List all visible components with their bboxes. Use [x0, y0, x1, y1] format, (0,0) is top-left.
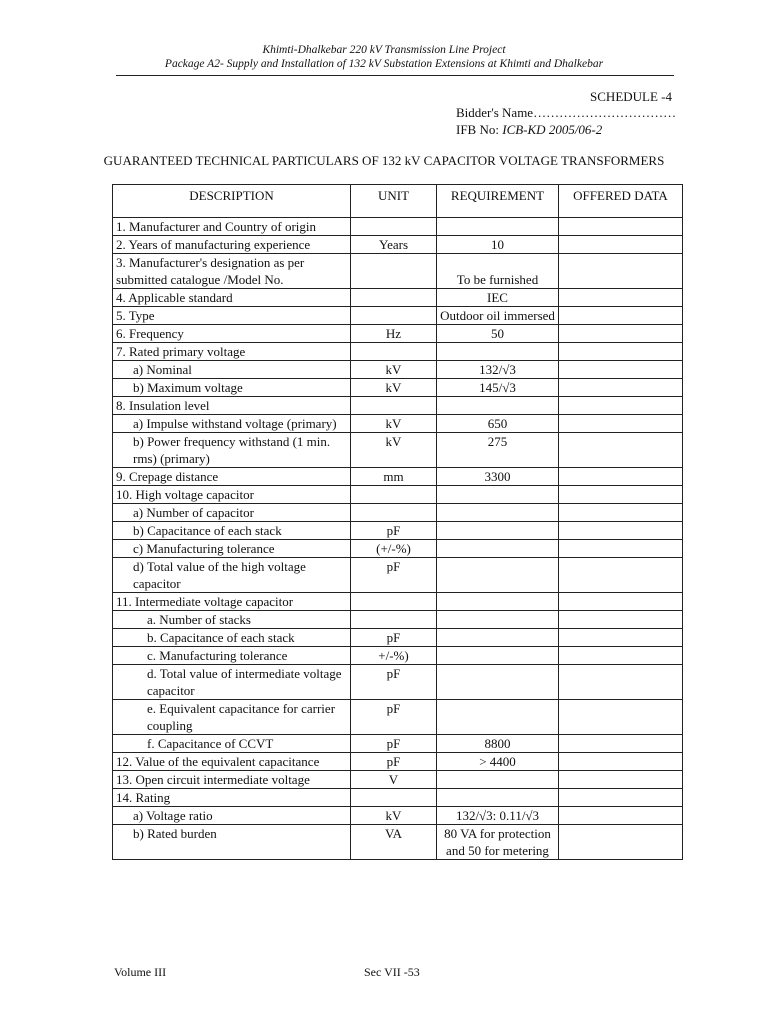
row-offered-data[interactable]: [559, 218, 683, 236]
row-requirement: [437, 647, 559, 665]
row-description: b) Capacitance of each stack: [113, 522, 351, 540]
table-row: [113, 611, 683, 629]
row-description: e. Equivalent capacitance for carrier coupling: [113, 700, 351, 735]
technical-particulars-table: [112, 184, 683, 860]
row-offered-data[interactable]: [559, 700, 683, 735]
table-row: [113, 665, 683, 700]
row-unit: Hz: [351, 325, 437, 343]
row-offered-data[interactable]: [559, 343, 683, 361]
row-unit: kV: [351, 415, 437, 433]
table-row: [113, 254, 683, 289]
row-requirement: 132/√3: [437, 361, 559, 379]
row-unit: mm: [351, 468, 437, 486]
ifb-number: [456, 122, 602, 138]
table-row: [113, 325, 683, 343]
table-row: [113, 361, 683, 379]
row-offered-data[interactable]: [559, 647, 683, 665]
row-unit: [351, 254, 437, 289]
table-row: [113, 825, 683, 860]
row-offered-data[interactable]: [559, 558, 683, 593]
row-requirement: [437, 558, 559, 593]
row-offered-data[interactable]: [559, 771, 683, 789]
table-row: [113, 558, 683, 593]
row-unit: VA: [351, 825, 437, 860]
row-offered-data[interactable]: [559, 665, 683, 700]
document-title: GUARANTEED TECHNICAL PARTICULARS OF 132 kV CAPACITOR VOLTAGE TRANSFORMERS: [103, 153, 665, 168]
row-offered-data[interactable]: [559, 379, 683, 397]
row-requirement: IEC: [437, 289, 559, 307]
row-unit: pF: [351, 522, 437, 540]
row-requirement: [437, 486, 559, 504]
row-description: d. Total value of intermediate voltage capacitor: [113, 665, 351, 700]
table-row: [113, 807, 683, 825]
row-requirement: 132/√3: 0.11/√3: [437, 807, 559, 825]
row-requirement: 8800: [437, 735, 559, 753]
table-row: [113, 468, 683, 486]
row-description: 8. Insulation level: [113, 397, 351, 415]
table-row: [113, 415, 683, 433]
row-offered-data[interactable]: [559, 307, 683, 325]
row-description: b. Capacitance of each stack: [113, 629, 351, 647]
table-row: [113, 522, 683, 540]
row-description: 12. Value of the equivalent capacitance: [113, 753, 351, 771]
row-requirement: 3300: [437, 468, 559, 486]
row-offered-data[interactable]: [559, 254, 683, 289]
row-requirement: 650: [437, 415, 559, 433]
row-unit: (+/-%): [351, 540, 437, 558]
row-unit: [351, 789, 437, 807]
row-unit: [351, 218, 437, 236]
table-row: [113, 218, 683, 236]
col-header-offered-data: OFFERED DATA: [559, 185, 683, 218]
row-offered-data[interactable]: [559, 753, 683, 771]
row-unit: [351, 289, 437, 307]
row-offered-data[interactable]: [559, 629, 683, 647]
row-offered-data[interactable]: [559, 468, 683, 486]
schedule-label: SCHEDULE -4: [590, 89, 672, 104]
table-row: [113, 735, 683, 753]
row-description: a) Nominal: [113, 361, 351, 379]
row-unit: pF: [351, 700, 437, 735]
row-requirement: [437, 504, 559, 522]
table-row: [113, 486, 683, 504]
table-row: [113, 700, 683, 735]
row-unit: [351, 343, 437, 361]
row-description: c) Manufacturing tolerance: [113, 540, 351, 558]
row-description: 13. Open circuit intermediate voltage: [113, 771, 351, 789]
table-row: [113, 343, 683, 361]
row-description: 2. Years of manufacturing experience: [113, 236, 351, 254]
row-requirement: To be furnished: [437, 254, 559, 289]
row-offered-data[interactable]: [559, 825, 683, 860]
row-offered-data[interactable]: [559, 522, 683, 540]
row-unit: kV: [351, 807, 437, 825]
row-unit: kV: [351, 433, 437, 468]
row-description: b) Maximum voltage: [113, 379, 351, 397]
row-description: 7. Rated primary voltage: [113, 343, 351, 361]
row-description: 4. Applicable standard: [113, 289, 351, 307]
table-row: [113, 379, 683, 397]
table-row: [113, 629, 683, 647]
header-rule: [116, 75, 674, 76]
table-row: [113, 753, 683, 771]
row-unit: V: [351, 771, 437, 789]
row-unit: [351, 397, 437, 415]
ifb-value: ICB-KD 2005/06-2: [502, 122, 603, 137]
row-description: 5. Type: [113, 307, 351, 325]
row-requirement: [437, 397, 559, 415]
row-requirement: [437, 343, 559, 361]
row-description: 11. Intermediate voltage capacitor: [113, 593, 351, 611]
row-requirement: [437, 789, 559, 807]
project-header: Khimti-Dhalkebar 220 kV Transmission Line Project: [262, 44, 506, 56]
row-requirement: [437, 700, 559, 735]
table-row: [113, 647, 683, 665]
row-offered-data[interactable]: [559, 735, 683, 753]
ifb-label: IFB No:: [456, 122, 499, 137]
row-offered-data[interactable]: [559, 289, 683, 307]
row-requirement: 275: [437, 433, 559, 468]
row-offered-data[interactable]: [559, 807, 683, 825]
row-requirement: [437, 218, 559, 236]
row-unit: pF: [351, 558, 437, 593]
table-row: [113, 397, 683, 415]
row-description: 1. Manufacturer and Country of origin: [113, 218, 351, 236]
table-body: [113, 218, 683, 860]
bidder-name-line: Bidder's Name……………………………: [456, 105, 677, 120]
row-unit: +/-%): [351, 647, 437, 665]
row-requirement: [437, 540, 559, 558]
row-requirement: [437, 771, 559, 789]
row-description: 9. Crepage distance: [113, 468, 351, 486]
row-unit: [351, 307, 437, 325]
row-description: a) Number of capacitor: [113, 504, 351, 522]
table-row: [113, 433, 683, 468]
table-header-row: [113, 185, 683, 218]
col-header-unit: UNIT: [351, 185, 437, 218]
footer-volume: Volume III: [114, 965, 167, 979]
row-offered-data[interactable]: [559, 611, 683, 629]
row-unit: [351, 504, 437, 522]
row-description: d) Total value of the high voltage capacitor: [113, 558, 351, 593]
row-requirement: 145/√3: [437, 379, 559, 397]
col-header-description: DESCRIPTION: [113, 185, 351, 218]
row-unit: [351, 611, 437, 629]
row-offered-data[interactable]: [559, 361, 683, 379]
row-requirement: [437, 665, 559, 700]
package-header: Package A2- Supply and Installation of 132 kV Substation Extensions at Khimti and Dhalkebar: [164, 58, 604, 70]
row-requirement: 50: [437, 325, 559, 343]
row-offered-data[interactable]: [559, 593, 683, 611]
row-requirement: [437, 611, 559, 629]
row-unit: [351, 593, 437, 611]
row-offered-data[interactable]: [559, 415, 683, 433]
row-offered-data[interactable]: [559, 504, 683, 522]
row-unit: pF: [351, 753, 437, 771]
table-row: [113, 771, 683, 789]
row-description: f. Capacitance of CCVT: [113, 735, 351, 753]
row-offered-data[interactable]: [559, 236, 683, 254]
row-requirement: > 4400: [437, 753, 559, 771]
table-row: [113, 236, 683, 254]
table-row: [113, 593, 683, 611]
row-description: c. Manufacturing tolerance: [113, 647, 351, 665]
row-description: b) Power frequency withstand (1 min. rms) (primary): [113, 433, 351, 468]
row-unit: kV: [351, 379, 437, 397]
table-row: [113, 540, 683, 558]
row-requirement: [437, 593, 559, 611]
row-requirement: [437, 522, 559, 540]
row-unit: pF: [351, 735, 437, 753]
row-requirement: Outdoor oil immersed: [437, 307, 559, 325]
row-description: 10. High voltage capacitor: [113, 486, 351, 504]
row-offered-data[interactable]: [559, 433, 683, 468]
table-row: [113, 289, 683, 307]
row-unit: kV: [351, 361, 437, 379]
row-offered-data[interactable]: [559, 540, 683, 558]
row-description: a) Impulse withstand voltage (primary): [113, 415, 351, 433]
table-row: [113, 504, 683, 522]
row-unit: pF: [351, 629, 437, 647]
row-description: 3. Manufacturer's designation as per submitted catalogue /Model No.: [113, 254, 351, 289]
row-description: 14. Rating: [113, 789, 351, 807]
row-requirement: 80 VA for protection and 50 for metering: [437, 825, 559, 860]
row-unit: [351, 486, 437, 504]
row-offered-data[interactable]: [559, 325, 683, 343]
row-description: a. Number of stacks: [113, 611, 351, 629]
table-row: [113, 307, 683, 325]
row-offered-data[interactable]: [559, 486, 683, 504]
footer-section: Sec VII -53: [364, 965, 420, 979]
col-header-requirement: REQUIREMENT: [437, 185, 559, 218]
row-description: 6. Frequency: [113, 325, 351, 343]
row-unit: pF: [351, 665, 437, 700]
row-requirement: 10: [437, 236, 559, 254]
row-unit: Years: [351, 236, 437, 254]
row-description: b) Rated burden: [113, 825, 351, 860]
row-description: a) Voltage ratio: [113, 807, 351, 825]
row-offered-data[interactable]: [559, 789, 683, 807]
row-offered-data[interactable]: [559, 397, 683, 415]
table-row: [113, 789, 683, 807]
row-requirement: [437, 629, 559, 647]
